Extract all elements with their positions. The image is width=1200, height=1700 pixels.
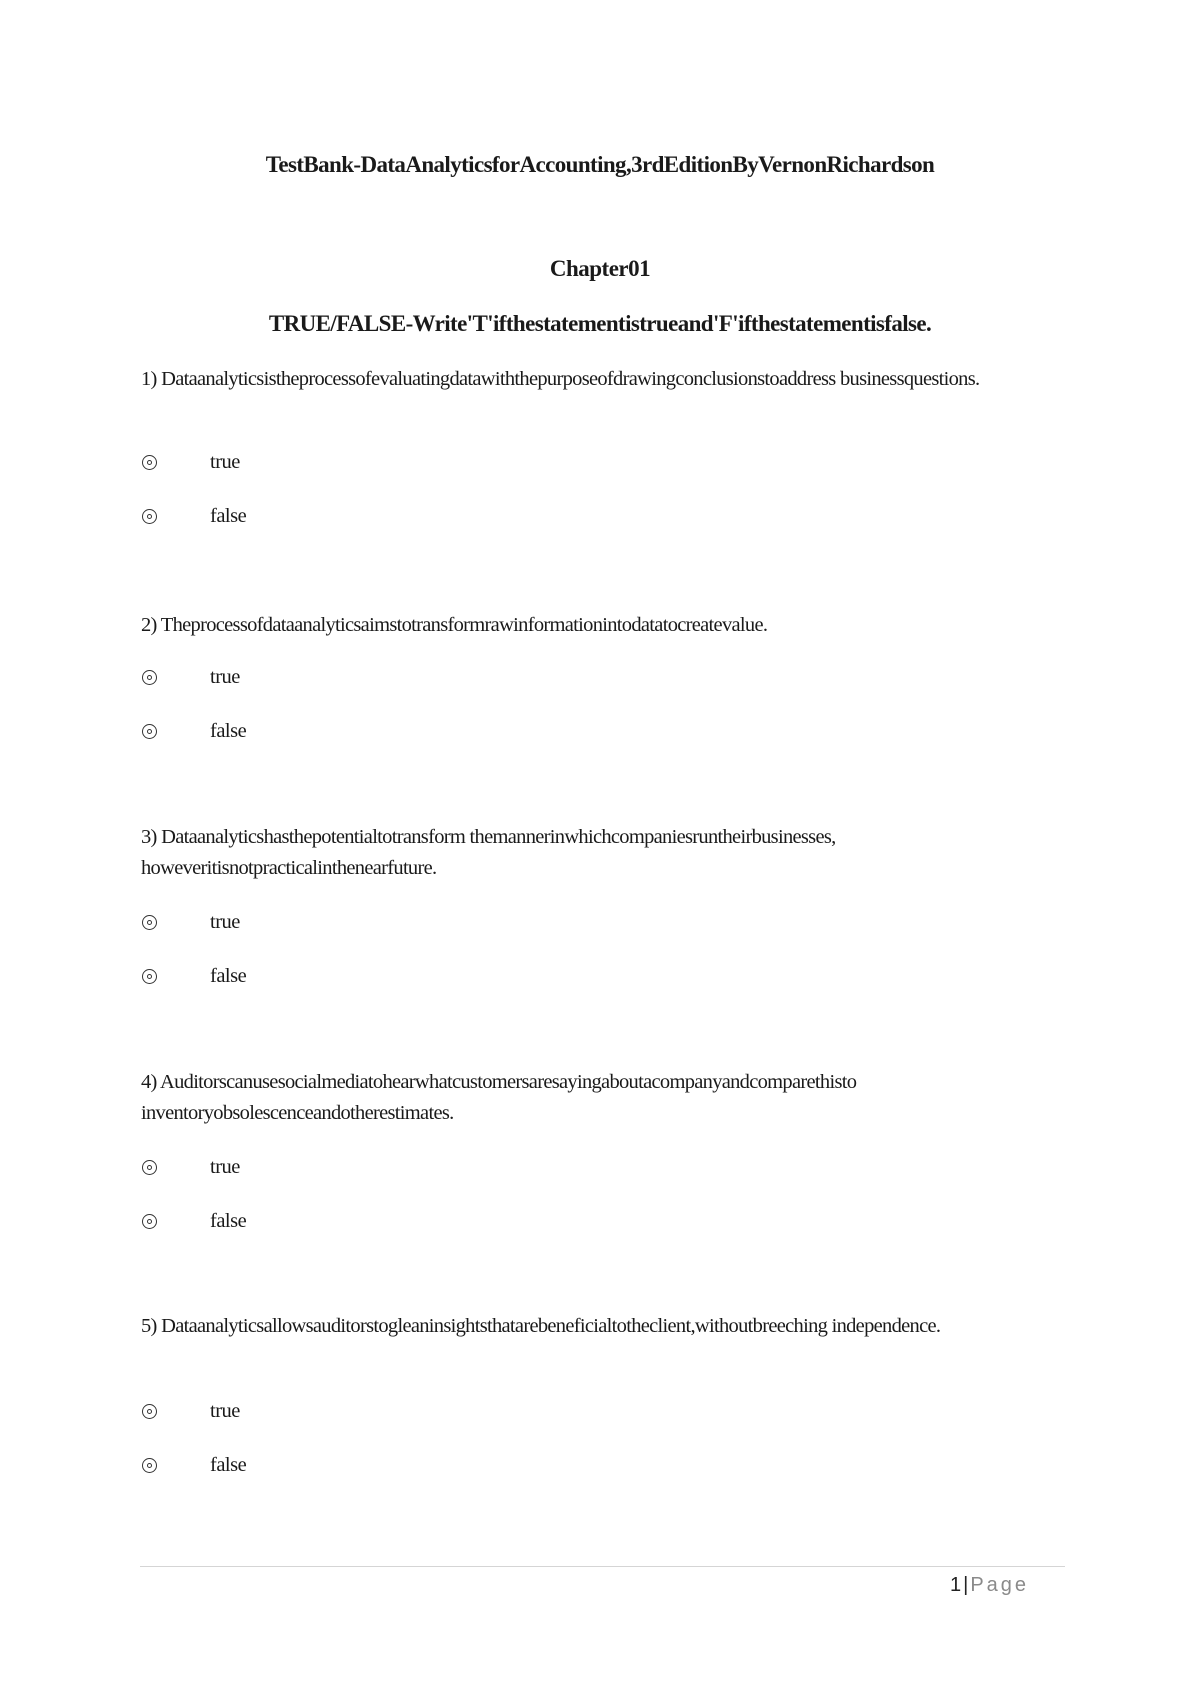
option-false[interactable] <box>142 1453 246 1477</box>
radio-button-icon[interactable] <box>142 1214 157 1229</box>
radio-dot-icon <box>147 1409 152 1414</box>
radio-dot-icon <box>147 460 152 465</box>
option-label: false <box>210 1209 247 1232</box>
option-false[interactable] <box>142 504 246 528</box>
question-number: 1) <box>141 368 157 390</box>
radio-dot-icon <box>147 920 152 925</box>
question-statement: Dataanalyticsistheprocessofevaluatingdatawiththepurposeofdrawingconclusionstoaddress businessquestions. <box>161 368 980 390</box>
radio-button-icon[interactable] <box>142 455 157 470</box>
option-label: true <box>210 910 240 933</box>
option-label: false <box>210 1453 247 1476</box>
section-instructions: TRUE/FALSE-Write'T'ifthestatementistrueand'F'ifthestatementisfalse. <box>268 311 932 336</box>
radio-button-icon[interactable] <box>142 509 157 524</box>
question-statement: Dataanalyticsallowsauditorstogleaninsightsthatarebeneficialtotheclient,withoutbreeching independence. <box>161 1315 941 1337</box>
question-2 <box>141 610 1021 742</box>
radio-button-icon[interactable] <box>142 1160 157 1175</box>
option-label: true <box>210 450 240 473</box>
radio-dot-icon <box>147 729 152 734</box>
option-false[interactable] <box>142 719 246 743</box>
radio-button-icon[interactable] <box>142 1404 157 1419</box>
question-statement: Dataanalyticshasthepotentialtotransform themannerinwhichcompaniesruntheirbusinesses, howeveritisnotpracticalinthenearfuture. <box>141 826 836 879</box>
question-4 <box>141 1067 1021 1232</box>
question-number: 5) <box>141 1315 157 1337</box>
question-statement: Theprocessofdataanalyticsaimstotransformrawinformationintodatatocreatevalue. <box>160 614 768 636</box>
question-statement: Auditorscanusesocialmediatohearwhatcustomersaresayingaboutacompanyandcomparethisto inventoryobsolescenceandotherestimates. <box>141 1071 857 1124</box>
option-true[interactable] <box>142 1155 240 1179</box>
radio-dot-icon <box>147 1463 152 1468</box>
radio-button-icon[interactable] <box>142 724 157 739</box>
radio-dot-icon <box>147 675 152 680</box>
radio-dot-icon <box>147 1219 152 1224</box>
option-label: false <box>210 504 247 527</box>
radio-button-icon[interactable] <box>142 969 157 984</box>
radio-button-icon[interactable] <box>142 670 157 685</box>
option-label: true <box>210 665 240 688</box>
option-false[interactable] <box>142 964 246 988</box>
question-text <box>141 364 1021 395</box>
radio-button-icon[interactable] <box>142 915 157 930</box>
question-number: 2) <box>141 614 157 636</box>
option-label: true <box>210 1399 240 1422</box>
option-true[interactable] <box>142 1399 240 1423</box>
option-true[interactable] <box>142 910 240 934</box>
question-number: 3) <box>141 826 157 848</box>
radio-button-icon[interactable] <box>142 1458 157 1473</box>
question-text <box>141 1067 1021 1129</box>
radio-dot-icon <box>147 1165 152 1170</box>
document-title: TestBank-DataAnalyticsforAccounting,3rdEditionByVernonRichardson <box>265 152 935 177</box>
radio-dot-icon <box>147 514 152 519</box>
option-true[interactable] <box>142 450 240 474</box>
option-false[interactable] <box>142 1209 246 1233</box>
question-number: 4) <box>141 1071 157 1093</box>
page-separator: | <box>963 1574 969 1596</box>
chapter-heading: Chapter01 <box>549 256 651 281</box>
question-text <box>141 610 1021 641</box>
option-true[interactable] <box>142 665 240 689</box>
page-label: Page <box>970 1574 1030 1596</box>
page-number: 1 <box>950 1574 962 1596</box>
question-1 <box>141 364 1021 527</box>
question-text <box>141 1311 1021 1342</box>
question-3 <box>141 822 1021 987</box>
question-5 <box>141 1311 1021 1476</box>
option-label: false <box>210 719 247 742</box>
question-text <box>141 822 1021 884</box>
page-footer <box>950 1574 1029 1597</box>
radio-dot-icon <box>147 974 152 979</box>
option-label: true <box>210 1155 240 1178</box>
option-label: false <box>210 964 247 987</box>
footer-divider <box>140 1566 1065 1567</box>
